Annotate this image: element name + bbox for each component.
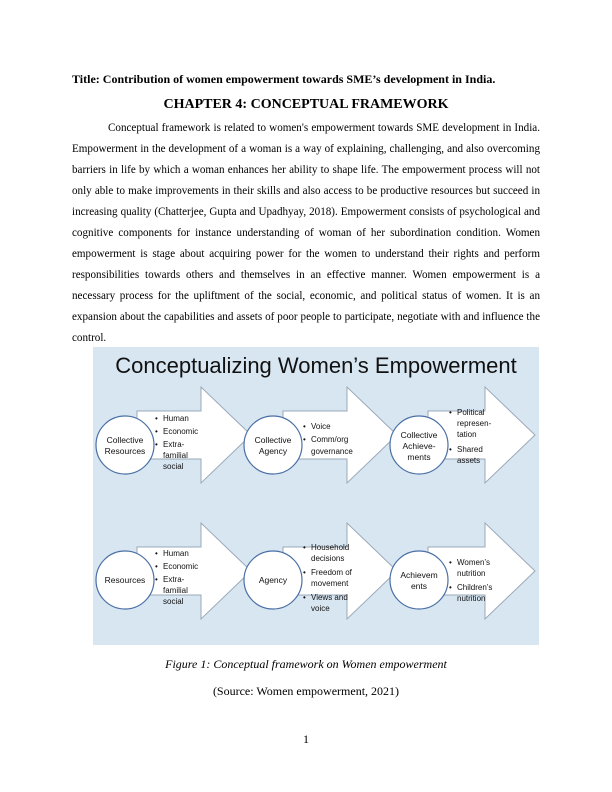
bullet-dot: • xyxy=(449,583,452,592)
circle-label: Agency xyxy=(258,446,288,456)
circle-label: Resources xyxy=(104,446,146,456)
circle-label: Collective xyxy=(106,435,144,445)
bullet-text: nutrition xyxy=(457,594,486,603)
bullet-dot: • xyxy=(303,593,306,602)
figure-caption: Figure 1: Conceptual framework on Women empowerment xyxy=(165,657,447,671)
bullet-text: familial xyxy=(163,451,188,460)
bullet-text: familial xyxy=(163,586,188,595)
bullet-text: Household xyxy=(311,543,350,552)
bullet-text: social xyxy=(163,462,184,471)
figure-source: (Source: Women empowerment, 2021) xyxy=(212,684,400,698)
page-number: 1 xyxy=(303,732,309,746)
bullet-text: Women’s xyxy=(457,558,491,567)
bullet-dot: • xyxy=(155,549,158,558)
bullet-dot: • xyxy=(449,558,452,567)
bullet-text: governance xyxy=(311,447,353,456)
bullet-text: Extra- xyxy=(163,575,185,584)
bullet-text: social xyxy=(163,597,184,606)
bullet-text: Children’s xyxy=(457,583,493,592)
circle-label: Collective xyxy=(254,435,292,445)
bullet-dot: • xyxy=(155,562,158,571)
bullet-text: Comm/org xyxy=(311,435,349,444)
bullet-dot: • xyxy=(155,427,158,436)
body-paragraph: Conceptual framework is related to women's empowerment towards SME development in India. Empowerment in the development of a woman is a way of explaining, challenging, and also overcoming barriers in life by which a woman enhances her ability to shape life. The empowerment process will not only able to make improvements in their skills and also access to be productive resources but succeed in increasing quality (Chatterjee, Gupta and Upadhyay, 2018). Empowerment consists of psychological and cognitive components for instance understanding of woman of her subordination condition. Women empowerment is stage about acquiring power for the women to understand their rights and perform responsibilities towards others and themselves in an effective manner. Women empowerment is a necessary process for the upliftment of the social, economic, and political status of women. It is an expansion about the capabilities and assets of poor people to participate, negotiate with and influence the control. xyxy=(72,122,540,344)
circle-label: Resources xyxy=(104,575,146,585)
circle-label: Achievem xyxy=(400,570,438,580)
bullet-text: Political xyxy=(457,408,485,417)
arrow-resources xyxy=(137,523,251,619)
circle-label: Collective xyxy=(400,430,438,440)
bullet-text: assets xyxy=(457,456,481,465)
bullet-text: movement xyxy=(311,579,349,588)
bullet-text: represen- xyxy=(457,419,492,428)
circle-label: Agency xyxy=(258,575,288,585)
bullet-text: nutrition xyxy=(457,569,486,578)
bullet-text: voice xyxy=(311,604,330,613)
bullet-text: Extra- xyxy=(163,440,185,449)
bullet-dot: • xyxy=(449,408,452,417)
circle-label: ments xyxy=(407,452,431,462)
bullet-text: Voice xyxy=(311,422,331,431)
bullet-dot: • xyxy=(303,435,306,444)
conceptual-framework-figure xyxy=(93,347,539,645)
bullet-text: Human xyxy=(163,414,189,423)
circle-label: Achieve- xyxy=(402,441,436,451)
bullet-text: tation xyxy=(457,430,477,439)
bullet-text: Freedom of xyxy=(311,568,352,577)
circle-collective-agency xyxy=(244,416,302,474)
document-title: Title: Contribution of women empowerment towards SME’s development in India. xyxy=(72,72,496,86)
bullet-text: Shared xyxy=(457,445,483,454)
framework-diagram xyxy=(93,347,539,645)
bullet-dot: • xyxy=(303,422,306,431)
bullet-text: decisions xyxy=(311,554,345,563)
chapter-heading: CHAPTER 4: CONCEPTUAL FRAMEWORK xyxy=(163,97,449,112)
circle-collective-resources xyxy=(96,416,154,474)
circle-achievements xyxy=(390,551,448,609)
bullet-dot: • xyxy=(155,440,158,449)
bullet-text: Human xyxy=(163,549,189,558)
circle-label: ents xyxy=(410,581,428,591)
bullet-text: Economic xyxy=(163,562,199,571)
bullet-dot: • xyxy=(303,568,306,577)
bullet-text: Views and xyxy=(311,593,348,602)
bullet-dot: • xyxy=(155,414,158,423)
bullet-dot: • xyxy=(155,575,158,584)
bullet-dot: • xyxy=(303,543,306,552)
bullet-dot: • xyxy=(449,445,452,454)
bullet-text: Economic xyxy=(163,427,199,436)
figure-heading: Conceptualizing Women’s Empowerment xyxy=(115,353,517,378)
